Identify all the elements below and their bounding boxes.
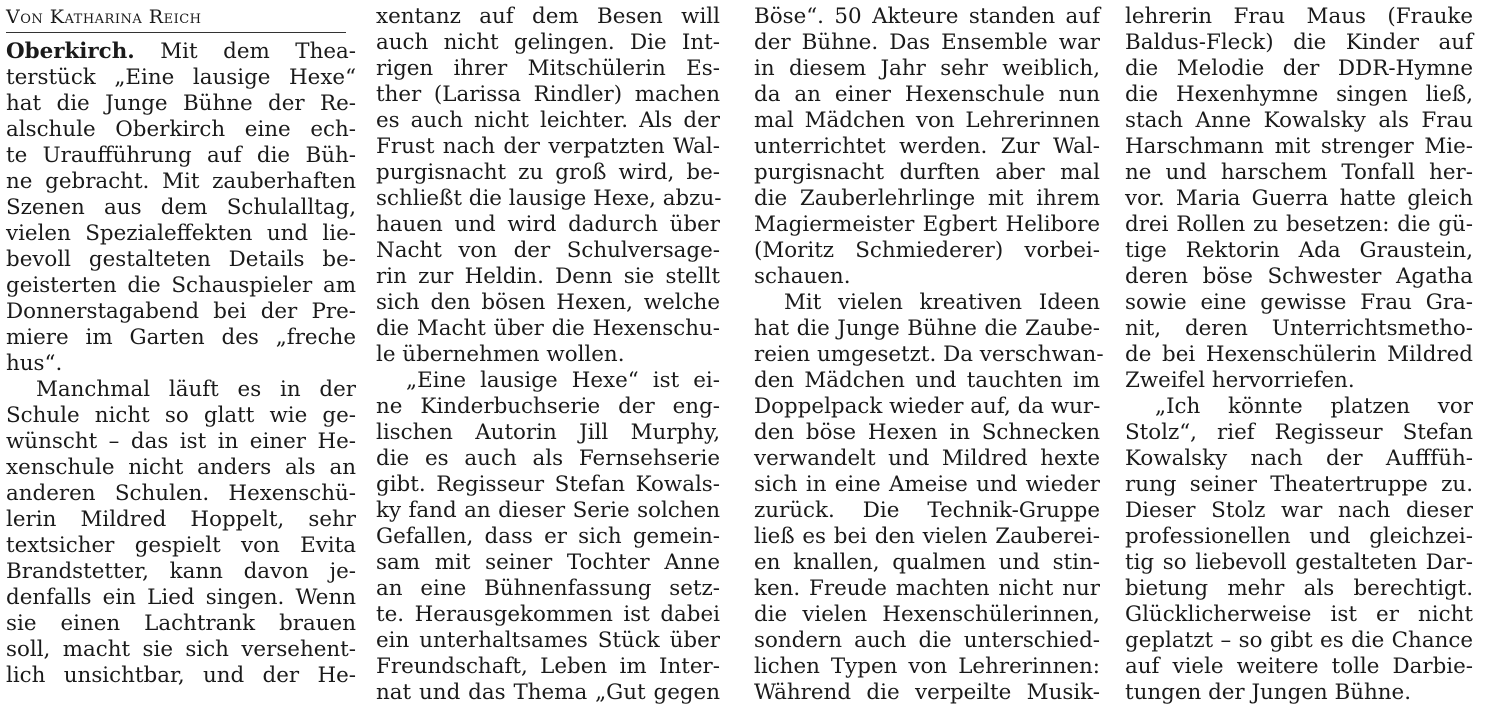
article-line: gibt. Regisseur Stefan Kowals- [376,472,720,497]
article-line: vor. Maria Guerra hatte gleich [1125,186,1473,211]
article-line: lerin Mildred Hoppelt, sehr [6,507,356,532]
article-line: te Uraufführung auf die Büh- [6,143,356,168]
article-line: miere im Garten des „freche [6,325,356,350]
dateline: Oberkirch. [6,39,135,64]
article-line: ther (Larissa Rindler) machen [376,82,720,107]
article-line-text: Mit dem Thea- [160,39,356,64]
article-line: de bei Hexenschülerin Mildred [1125,342,1473,367]
article-line: hus“. [6,351,63,376]
article-line: professionellen und gleichzei- [1125,524,1473,549]
article-line: purgisnacht zu groß wird, be- [376,160,720,185]
article-line: die es auch als Fernsehserie [376,446,720,471]
article-line: Baldus-Fleck) die Kinder auf [1125,30,1473,55]
article-line: auf viele weitere tolle Darbie- [1125,654,1473,679]
article-line: sich in eine Ameise und wieder [754,472,1100,497]
article-line: ne Kinderbuchserie der eng- [376,394,720,419]
article-line: an eine Bühnenfassung setz- [376,576,720,601]
article-line: sich den bösen Hexen, welche [376,290,720,315]
article-line: ky fand an dieser Serie solchen [376,498,720,523]
article-line: geplatzt – so gibt es die Chance [1125,628,1473,653]
article-line: unterrichtet werden. Zur Wal- [754,134,1100,159]
article-line: bevoll gestalteten Details be- [6,247,356,272]
article-line: „Eine lausige Hexe“ ist ei- [406,368,720,393]
article-line: le übernehmen wollen. [376,342,625,367]
article-line: Doppelpack wieder auf, da wur- [754,394,1101,419]
article-line: verwandelt und Mildred hexte [754,446,1100,471]
article-line: auch nicht gelingen. Die Int- [376,30,720,55]
article-line: lischen Autorin Jill Murphy, [376,420,720,445]
article-line: in diesem Jahr sehr weiblich, [754,56,1100,81]
article-line: purgisnacht durften aber mal [754,160,1100,185]
byline-divider [6,32,346,33]
article-line: stach Anne Kowalsky als Frau [1125,108,1473,133]
article-line: bietung mehr als berechtigt. [1125,576,1473,601]
article-line: nat und das Thema „Gut gegen [376,680,720,705]
article-line: lehrerin Frau Maus (Frauke [1125,4,1473,29]
article-line: denfalls ein Lied singen. Wenn [6,585,356,610]
article-column-2 [376,4,720,706]
article-line: anderen Schulen. Hexenschü- [6,481,356,506]
article-line: Nacht von der Schulversage- [376,238,720,263]
article-line: Böse“. 50 Akteure standen auf [754,4,1100,29]
article-line: tig so liebevoll gestalteten Dar- [1125,550,1473,575]
article-line: ne gebracht. Mit zauberhaften [6,169,356,194]
article-line: sondern auch die unterschied- [754,628,1100,653]
article-line: ließ es bei den vielen Zauberei- [754,524,1100,549]
article-line: soll, macht sie sich versehent- [6,637,356,662]
article-line: ein unterhaltsames Stück über [376,628,720,653]
article-line: zurück. Die Technik-Gruppe [754,498,1100,523]
article-line: Brandstetter, kann davon je- [6,559,356,584]
article-line: wünscht – das ist in einer He- [6,429,356,454]
article-line: rin zur Heldin. Denn sie stellt [376,264,720,289]
article-line: ne und harschem Tonfall her- [1125,160,1473,185]
article-line: Frust nach der verpatzten Wal- [376,134,720,159]
article-line: (Moritz Schmiederer) vorbei- [754,238,1100,263]
article-line: ken. Freude machten nicht nur [754,576,1100,601]
article-line: die Melodie der DDR-Hymne [1125,56,1473,81]
article-line: Dieser Stolz war nach dieser [1125,498,1473,523]
article-line: reien umgesetzt. Da verschwan- [754,342,1104,367]
article-line: sowie eine gewisse Frau Gra- [1125,290,1473,315]
article-line: Stolz“, rief Regisseur Stefan [1125,420,1473,445]
article-line: drei Rollen zu besetzen: die gü- [1125,212,1473,237]
article-column-3 [754,4,1104,706]
article-line: die Macht über die Hexenschu- [376,316,720,341]
article-line: vielen Spezialeffekten und lie- [6,221,356,246]
article-line: Donnerstagabend bei der Pre- [6,299,356,324]
article-line: mal Mädchen von Lehrerinnen [754,108,1100,133]
article-line: te. Herausgekommen ist dabei [376,602,720,627]
article-line: xentanz auf dem Besen will [376,4,720,29]
article-line: die Hexenhymne singen ließ, [1125,82,1473,107]
article-line: sie einen Lachtrank brauen [6,611,356,636]
article-line: Magiermeister Egbert Helibore [754,212,1100,237]
article-line: die vielen Hexenschülerinnen, [754,602,1100,627]
article-line: tige Rektorin Ada Graustein, [1125,238,1473,263]
article-line: Manchmal läuft es in der [36,377,356,402]
article-line: alschule Oberkirch eine ech- [6,117,356,142]
article-line: hat die Junge Bühne der Re- [6,91,356,116]
article-line: hauen und wird dadurch über [376,212,720,237]
article-line: Schule nicht so glatt wie ge- [6,403,356,428]
article-line: der Bühne. Das Ensemble war [754,30,1100,55]
article-line: es auch nicht leichter. Als der [376,108,720,133]
article-line: den Mädchen und tauchten im [754,368,1100,393]
article-line: da an einer Hexenschule nun [754,82,1100,107]
article-line: Szenen aus dem Schulalltag, [6,195,356,220]
article-line: Gefallen, dass er sich gemein- [376,524,720,549]
article-line: en knallen, qualmen und stin- [754,550,1100,575]
article-line: hat die Junge Bühne die Zaube- [754,316,1100,341]
article-line: rung seiner Theatertruppe zu. [1125,472,1473,497]
article-line: schließt die lausige Hexe, abzu- [376,186,722,211]
article-line: Kowalsky nach der Aufffüh- [1125,446,1473,471]
article-line: Mit vielen kreativen Ideen [784,290,1100,315]
article-line: tungen der Jungen Bühne. [1125,680,1412,705]
byline: Von Katharina Reich [6,6,202,28]
article-line: geisterten die Schauspieler am [6,273,356,298]
article-line: Während die verpeilte Musik- [754,680,1100,705]
article-line: deren böse Schwester Agatha [1125,264,1473,289]
article-line: den böse Hexen in Schnecken [754,420,1100,445]
article-line: lich unsichtbar, und der He- [6,663,356,688]
article-line: terstück „Eine lausige Hexe“ [6,65,356,90]
article-line: Freundschaft, Leben im Inter- [376,654,720,679]
article-line: sam mit seiner Tochter Anne [376,550,720,575]
article-line: xenschule nicht anders als an [6,455,356,480]
article-line: die Zauberlehrlinge mit ihrem [754,186,1100,211]
article-line: nit, deren Unterrichtsmetho- [1125,316,1473,341]
article-line: Harschmann mit strenger Mie- [1125,134,1473,159]
article-line: „Ich könnte platzen vor [1155,394,1473,419]
article-line: Glücklicherweise ist er nicht [1125,602,1473,627]
article-line: rigen ihrer Mitschülerin Es- [376,56,720,81]
article-line: schauen. [754,264,851,289]
article-line: lichen Typen von Lehrerinnen: [754,654,1100,679]
article-column-4 [1125,4,1473,706]
article-line: Zweifel hervorriefen. [1125,368,1355,393]
article-line [6,39,356,65]
article-column-1 [6,4,356,689]
article-line: textsicher gespielt von Evita [6,533,356,558]
